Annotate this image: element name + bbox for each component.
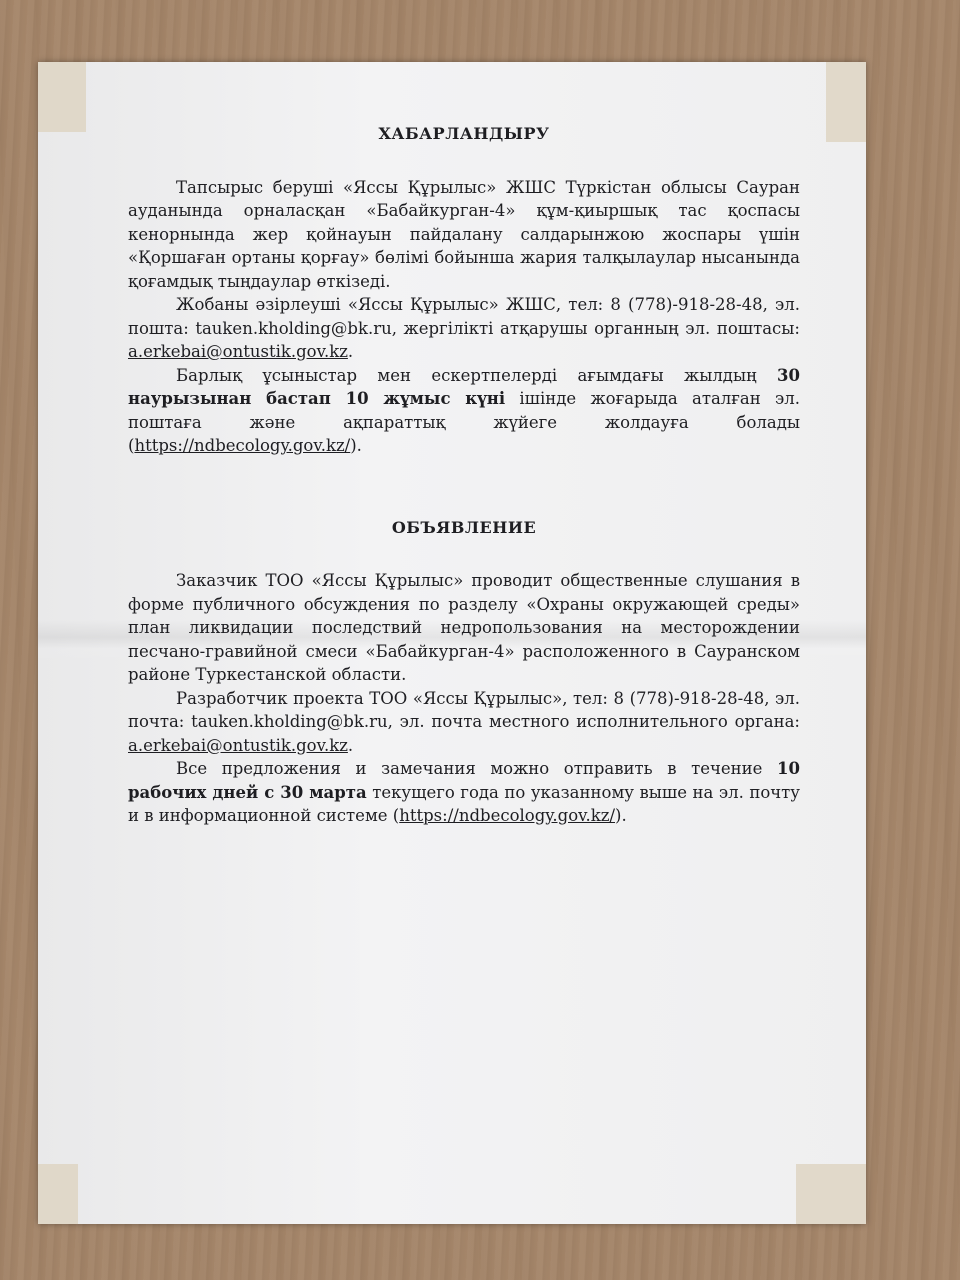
notice-content	[128, 122, 800, 828]
kazakh-p3-end: ).	[350, 436, 362, 455]
russian-paragraph-2	[128, 687, 800, 758]
kazakh-p2-end: .	[347, 342, 354, 361]
kazakh-paragraph-3	[128, 364, 800, 458]
russian-p3-end: ).	[615, 806, 627, 825]
russian-p3-link[interactable]: https://ndbecology.gov.kz/	[399, 806, 616, 825]
kazakh-p2-email[interactable]: a.erkebai@ontustik.gov.kz	[128, 342, 348, 361]
kazakh-p2-text: Жобаны әзірлеуші «Яссы Құрылыс» ЖШС, тел: 8 (778)-918-28-48, эл. пошта: tauken.kholding@bk.ru, жергілікті атқарушы органның эл. поштасы:	[128, 295, 800, 338]
russian-paragraph-1: Заказчик ТОО «Яссы Құрылыс» проводит общественные слушания в форме публичного обсуждения по разделу «Охраны окружающей среды» план ликвидации последствий недропользования на месторождении песчано-гравийной смеси «Бабайкурган-4» расположенного в Сауранском районе Туркестанской области.	[128, 571, 800, 684]
tape-top-right	[826, 62, 866, 142]
russian-paragraph-3	[128, 757, 800, 828]
tape-bottom-right	[796, 1164, 866, 1224]
kazakh-p3-start: Барлық ұсыныстар мен ескертпелерді ағымдағы жылдың	[176, 365, 778, 385]
russian-p3-mid: текущего года по указанному выше на эл. почту и в информационной системе (	[128, 782, 800, 825]
russian-p2-text: Разработчик проекта ТОО «Яссы Құрылыс», тел: 8 (778)-918-28-48, эл. почта: tauken.kholding@bk.ru, эл. почта местного исполнительного органа:	[128, 688, 800, 731]
tape-bottom-left	[38, 1164, 78, 1224]
kazakh-paragraph-1: Тапсырыс беруші «Яссы Құрылыс» ЖШС Түркістан облысы Сауран ауданында орналасқан «Бабайкурган-4» құм-қиыршық тас қоспасы кенорнында жер қойнауын пайдалану салдарынжою жоспары үшін «Қоршаған ортаны қорғау» бөлімі бойынша жария талқылаулар нысанында қоғамдық тыңдаулар өткізеді.	[128, 177, 800, 291]
kazakh-p3-link[interactable]: https://ndbecology.gov.kz/	[134, 436, 351, 455]
tape-top-left	[38, 62, 86, 132]
russian-title: ОБЪЯВЛЕНИЕ	[391, 517, 537, 537]
russian-p2-end: .	[347, 735, 354, 755]
kazakh-title: ХАБАРЛАНДЫРУ	[378, 124, 550, 143]
russian-p3-start: Все предложения и замечания можно отправить в течение	[176, 759, 778, 778]
kazakh-p3-mid: ішінде жоғарыда аталған эл. поштаға және ақпараттық жүйеге жолдауға болады (	[128, 389, 800, 455]
russian-p3-bold: 10 рабочих дней с 30 марта	[128, 759, 800, 802]
kazakh-p3-bold: 30 наурызынан бастап 10 жұмыс күні	[128, 365, 800, 408]
russian-p2-email[interactable]: a.erkebai@ontustik.gov.kz	[128, 735, 348, 755]
kazakh-paragraph-2	[128, 293, 800, 364]
